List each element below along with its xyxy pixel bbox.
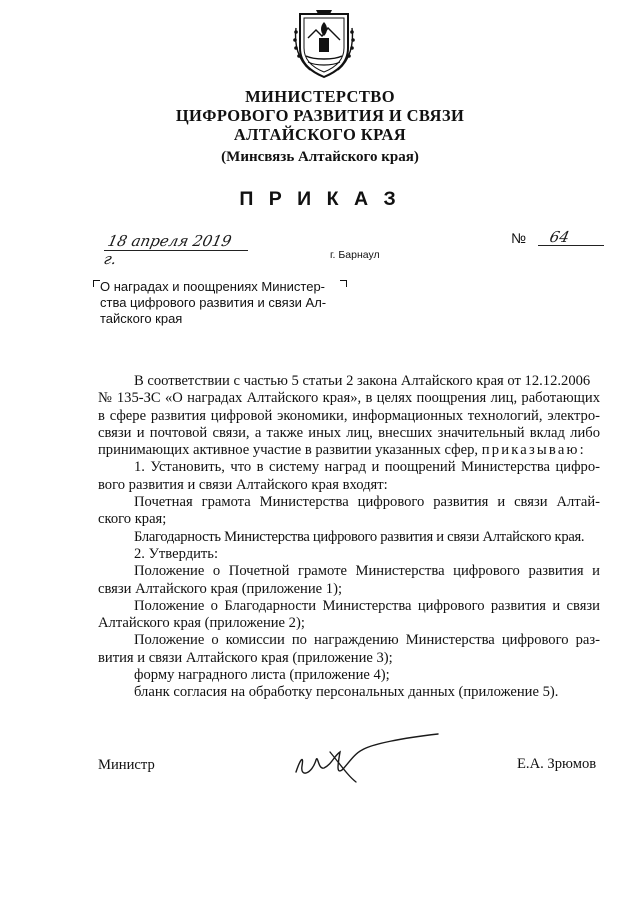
order-title: П Р И К А З (239, 188, 401, 210)
body-line: вого развития и связи Алтайского края входят: (98, 476, 388, 493)
subject-bracket-left (93, 280, 100, 287)
signatory-name: Е.А. Зрюмов (517, 756, 597, 772)
order-date-handwritten: 18 апреля 2019 г. (102, 232, 234, 268)
body-line: Благодарность Министерства цифрового развития и связи Алтайского края. (134, 528, 585, 545)
order-city: г. Барнаул (330, 249, 380, 261)
body-line: связи Алтайского края (приложение 1); (98, 580, 343, 597)
body-line: бланк согласия на обработку персональных данных (приложение 5). (134, 684, 559, 701)
subject-line-3: тайского края (100, 311, 183, 326)
body-line: в сфере развития цифровой экономики, информационных технологий, электро- (98, 407, 600, 424)
order-body (98, 373, 600, 702)
body-line: Положение о Благодарности Министерства цифрового развития и связи (134, 597, 600, 614)
body-line: связи и почтовой связи, а также иных лиц, внесших значительный вклад либо (98, 424, 600, 441)
signatory-position: Министр (98, 757, 155, 773)
body-line: 1. Установить, что в систему наград и поощрений Министерства цифро- (134, 459, 600, 476)
ministry-short-name: (Минсвязь Алтайского края) (221, 149, 419, 165)
body-line: Положение о комиссии по награждению Министерства цифрового раз- (134, 632, 600, 649)
date-underline (104, 250, 248, 251)
subject-line-2: ства цифрового развития и связи Ал- (100, 295, 327, 310)
coat-of-arms-icon (292, 8, 356, 80)
order-number-label: № (511, 230, 527, 246)
body-line: ского края; (98, 511, 167, 528)
ministry-name-line-1: МИНИСТЕРСТВО (245, 87, 395, 106)
ministry-name-line-2: ЦИФРОВОГО РАЗВИТИЯ И СВЯЗИ (175, 106, 465, 125)
ministry-name-line-3: АЛТАЙСКОГО КРАЯ (233, 125, 407, 144)
order-subject (100, 279, 344, 327)
subject-line-1: О наградах и поощрениях Министер- (100, 279, 326, 294)
body-line: вития и связи Алтайского края (приложение 3); (98, 649, 393, 666)
handwritten-signature (282, 730, 452, 790)
body-line: 2. Утвердить: (134, 545, 219, 562)
body-line: Алтайского края (приложение 2); (98, 615, 305, 632)
body-line-text: принимающих активное участие в развитии указанных сфер, (98, 442, 479, 459)
body-line: Почетная грамота Министерства цифрового развития и связи Алтай- (134, 494, 600, 511)
number-underline (538, 245, 604, 246)
order-date-field (102, 232, 244, 268)
body-line (98, 442, 600, 459)
body-line: № 135-ЗС «О наградах Алтайского края», в целях поощрения лиц, работающих (98, 390, 600, 407)
body-line: Положение о Почетной грамоте Министерства цифрового развития и (134, 563, 600, 580)
order-number-handwritten: 64 (548, 228, 572, 246)
order-keyword: приказываю: (481, 442, 586, 459)
body-line: форму наградного листа (приложение 4); (134, 667, 390, 684)
body-line: В соответствии с частью 5 статьи 2 закона Алтайского края от 12.12.2006 (134, 373, 591, 389)
order-number-field (538, 228, 604, 248)
